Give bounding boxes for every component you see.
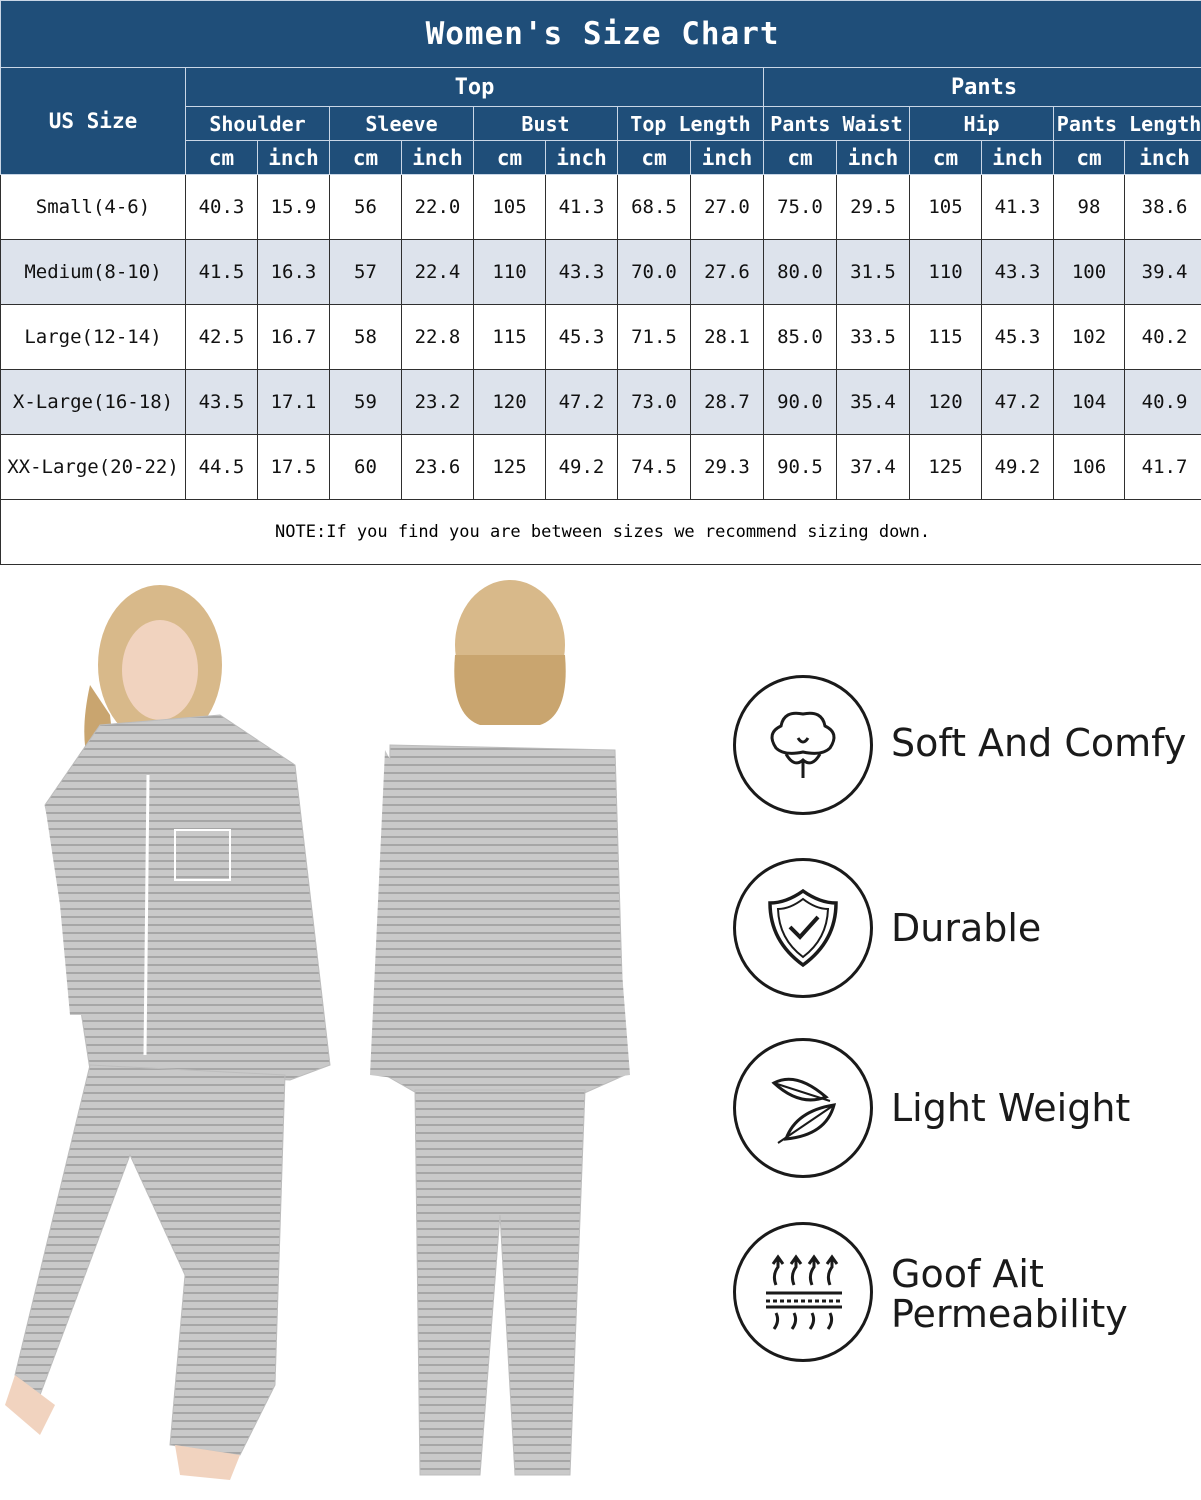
size-label-cell: Large(12-14) [1, 305, 186, 370]
measurement-cell: 75.0 [764, 175, 837, 240]
feature-label: Durable [891, 906, 1042, 950]
measurement-cell: 22.8 [402, 305, 474, 370]
measurement-cell: 58 [330, 305, 402, 370]
unit-header-inch: inch [546, 141, 618, 175]
pajama-model-illustration [0, 575, 720, 1500]
front-view-model [5, 585, 330, 1480]
measure-header: Shoulder [186, 107, 330, 141]
measurement-cell: 39.4 [1125, 240, 1201, 305]
measurement-cell: 15.9 [258, 175, 330, 240]
air-flow-icon [733, 1222, 873, 1362]
measurement-cell: 43.3 [982, 240, 1054, 305]
measurement-cell: 105 [474, 175, 546, 240]
measurement-cell: 115 [474, 305, 546, 370]
measurement-cell: 125 [910, 435, 982, 500]
measurement-cell: 43.3 [546, 240, 618, 305]
unit-header-cm: cm [186, 141, 258, 175]
measurement-cell: 29.3 [691, 435, 764, 500]
table-row [1, 435, 1201, 500]
measurement-cell: 40.3 [186, 175, 258, 240]
size-label-cell: XX-Large(20-22) [1, 435, 186, 500]
size-chart-table [0, 0, 1201, 565]
measurement-cell: 45.3 [546, 305, 618, 370]
feature-label-line2: Permeability [891, 1292, 1128, 1336]
unit-header-inch: inch [1125, 141, 1201, 175]
size-note: NOTE:If you find you are between sizes we recommend sizing down. [1, 500, 1201, 565]
measurement-cell: 110 [474, 240, 546, 305]
feature-label-line1: Goof Ait [891, 1252, 1044, 1296]
measurement-cell: 28.7 [691, 370, 764, 435]
feature-air-permeability [733, 1222, 1201, 1372]
measurement-cell: 35.4 [837, 370, 910, 435]
measure-header: Bust [474, 107, 618, 141]
measurement-cell: 17.1 [258, 370, 330, 435]
measurement-cell: 45.3 [982, 305, 1054, 370]
top-group-header: Top [186, 68, 764, 107]
measurement-cell: 120 [910, 370, 982, 435]
measurement-cell: 28.1 [691, 305, 764, 370]
measurement-cell: 57 [330, 240, 402, 305]
table-row [1, 175, 1201, 240]
measurement-cell: 16.3 [258, 240, 330, 305]
back-view-model [370, 580, 630, 1475]
unit-header-inch: inch [837, 141, 910, 175]
measurement-cell: 90.0 [764, 370, 837, 435]
measurement-cell: 23.6 [402, 435, 474, 500]
measurement-cell: 40.2 [1125, 305, 1201, 370]
measurement-cell: 71.5 [618, 305, 691, 370]
measurement-cell: 100 [1054, 240, 1125, 305]
unit-header-cm: cm [910, 141, 982, 175]
measurement-cell: 68.5 [618, 175, 691, 240]
feature-soft-comfy [733, 675, 1201, 825]
measurement-cell: 120 [474, 370, 546, 435]
measurement-cell: 49.2 [982, 435, 1054, 500]
measurement-cell: 47.2 [546, 370, 618, 435]
measurement-cell: 106 [1054, 435, 1125, 500]
measurement-cell: 31.5 [837, 240, 910, 305]
measure-header: Top Length [618, 107, 764, 141]
feature-label: Light Weight [891, 1086, 1131, 1130]
measurement-cell: 85.0 [764, 305, 837, 370]
unit-header-inch: inch [691, 141, 764, 175]
measurement-cell: 56 [330, 175, 402, 240]
measurement-cell: 47.2 [982, 370, 1054, 435]
measurement-cell: 17.5 [258, 435, 330, 500]
measurement-cell: 98 [1054, 175, 1125, 240]
unit-header-inch: inch [982, 141, 1054, 175]
feature-light-weight [733, 1038, 1201, 1188]
cotton-flower-icon [733, 675, 873, 815]
pants-group-header: Pants [764, 68, 1201, 107]
measurement-cell: 43.5 [186, 370, 258, 435]
measurement-cell: 27.6 [691, 240, 764, 305]
measurement-cell: 105 [910, 175, 982, 240]
measurement-cell: 33.5 [837, 305, 910, 370]
measurement-cell: 42.5 [186, 305, 258, 370]
unit-header-cm: cm [474, 141, 546, 175]
measurement-cell: 73.0 [618, 370, 691, 435]
measurement-cell: 16.7 [258, 305, 330, 370]
size-label-cell: X-Large(16-18) [1, 370, 186, 435]
table-row [1, 370, 1201, 435]
measurement-cell: 41.7 [1125, 435, 1201, 500]
feature-label: Soft And Comfy [891, 721, 1187, 765]
measure-header: Pants Length [1054, 107, 1201, 141]
measurement-cell: 115 [910, 305, 982, 370]
feature-durable [733, 858, 1201, 1008]
size-label-cell: Medium(8-10) [1, 240, 186, 305]
measurement-cell: 40.9 [1125, 370, 1201, 435]
measurement-cell: 90.5 [764, 435, 837, 500]
measurement-cell: 29.5 [837, 175, 910, 240]
unit-header-inch: inch [402, 141, 474, 175]
measurement-cell: 70.0 [618, 240, 691, 305]
measurement-cell: 37.4 [837, 435, 910, 500]
size-label-cell: Small(4-6) [1, 175, 186, 240]
unit-header-inch: inch [258, 141, 330, 175]
measurement-cell: 59 [330, 370, 402, 435]
measurement-cell: 74.5 [618, 435, 691, 500]
measurement-cell: 80.0 [764, 240, 837, 305]
measurement-cell: 44.5 [186, 435, 258, 500]
measurement-cell: 102 [1054, 305, 1125, 370]
measure-header: Pants Waist [764, 107, 910, 141]
measurement-cell: 38.6 [1125, 175, 1201, 240]
measurement-cell: 41.3 [982, 175, 1054, 240]
measurement-cell: 27.0 [691, 175, 764, 240]
measurement-cell: 104 [1054, 370, 1125, 435]
us-size-header: US Size [1, 68, 186, 175]
measurement-cell: 110 [910, 240, 982, 305]
feather-icon [733, 1038, 873, 1178]
measurement-cell: 41.3 [546, 175, 618, 240]
measurement-cell: 125 [474, 435, 546, 500]
measure-header: Hip [910, 107, 1054, 141]
measurement-cell: 49.2 [546, 435, 618, 500]
unit-header-cm: cm [618, 141, 691, 175]
table-row [1, 305, 1201, 370]
measurement-cell: 41.5 [186, 240, 258, 305]
unit-header-cm: cm [330, 141, 402, 175]
shield-check-icon [733, 858, 873, 998]
table-row [1, 240, 1201, 305]
measurement-cell: 22.0 [402, 175, 474, 240]
chart-title: Women's Size Chart [1, 1, 1201, 68]
measurement-cell: 60 [330, 435, 402, 500]
measurement-cell: 22.4 [402, 240, 474, 305]
measurement-cell: 23.2 [402, 370, 474, 435]
unit-header-cm: cm [1054, 141, 1125, 175]
measure-header: Sleeve [330, 107, 474, 141]
unit-header-cm: cm [764, 141, 837, 175]
